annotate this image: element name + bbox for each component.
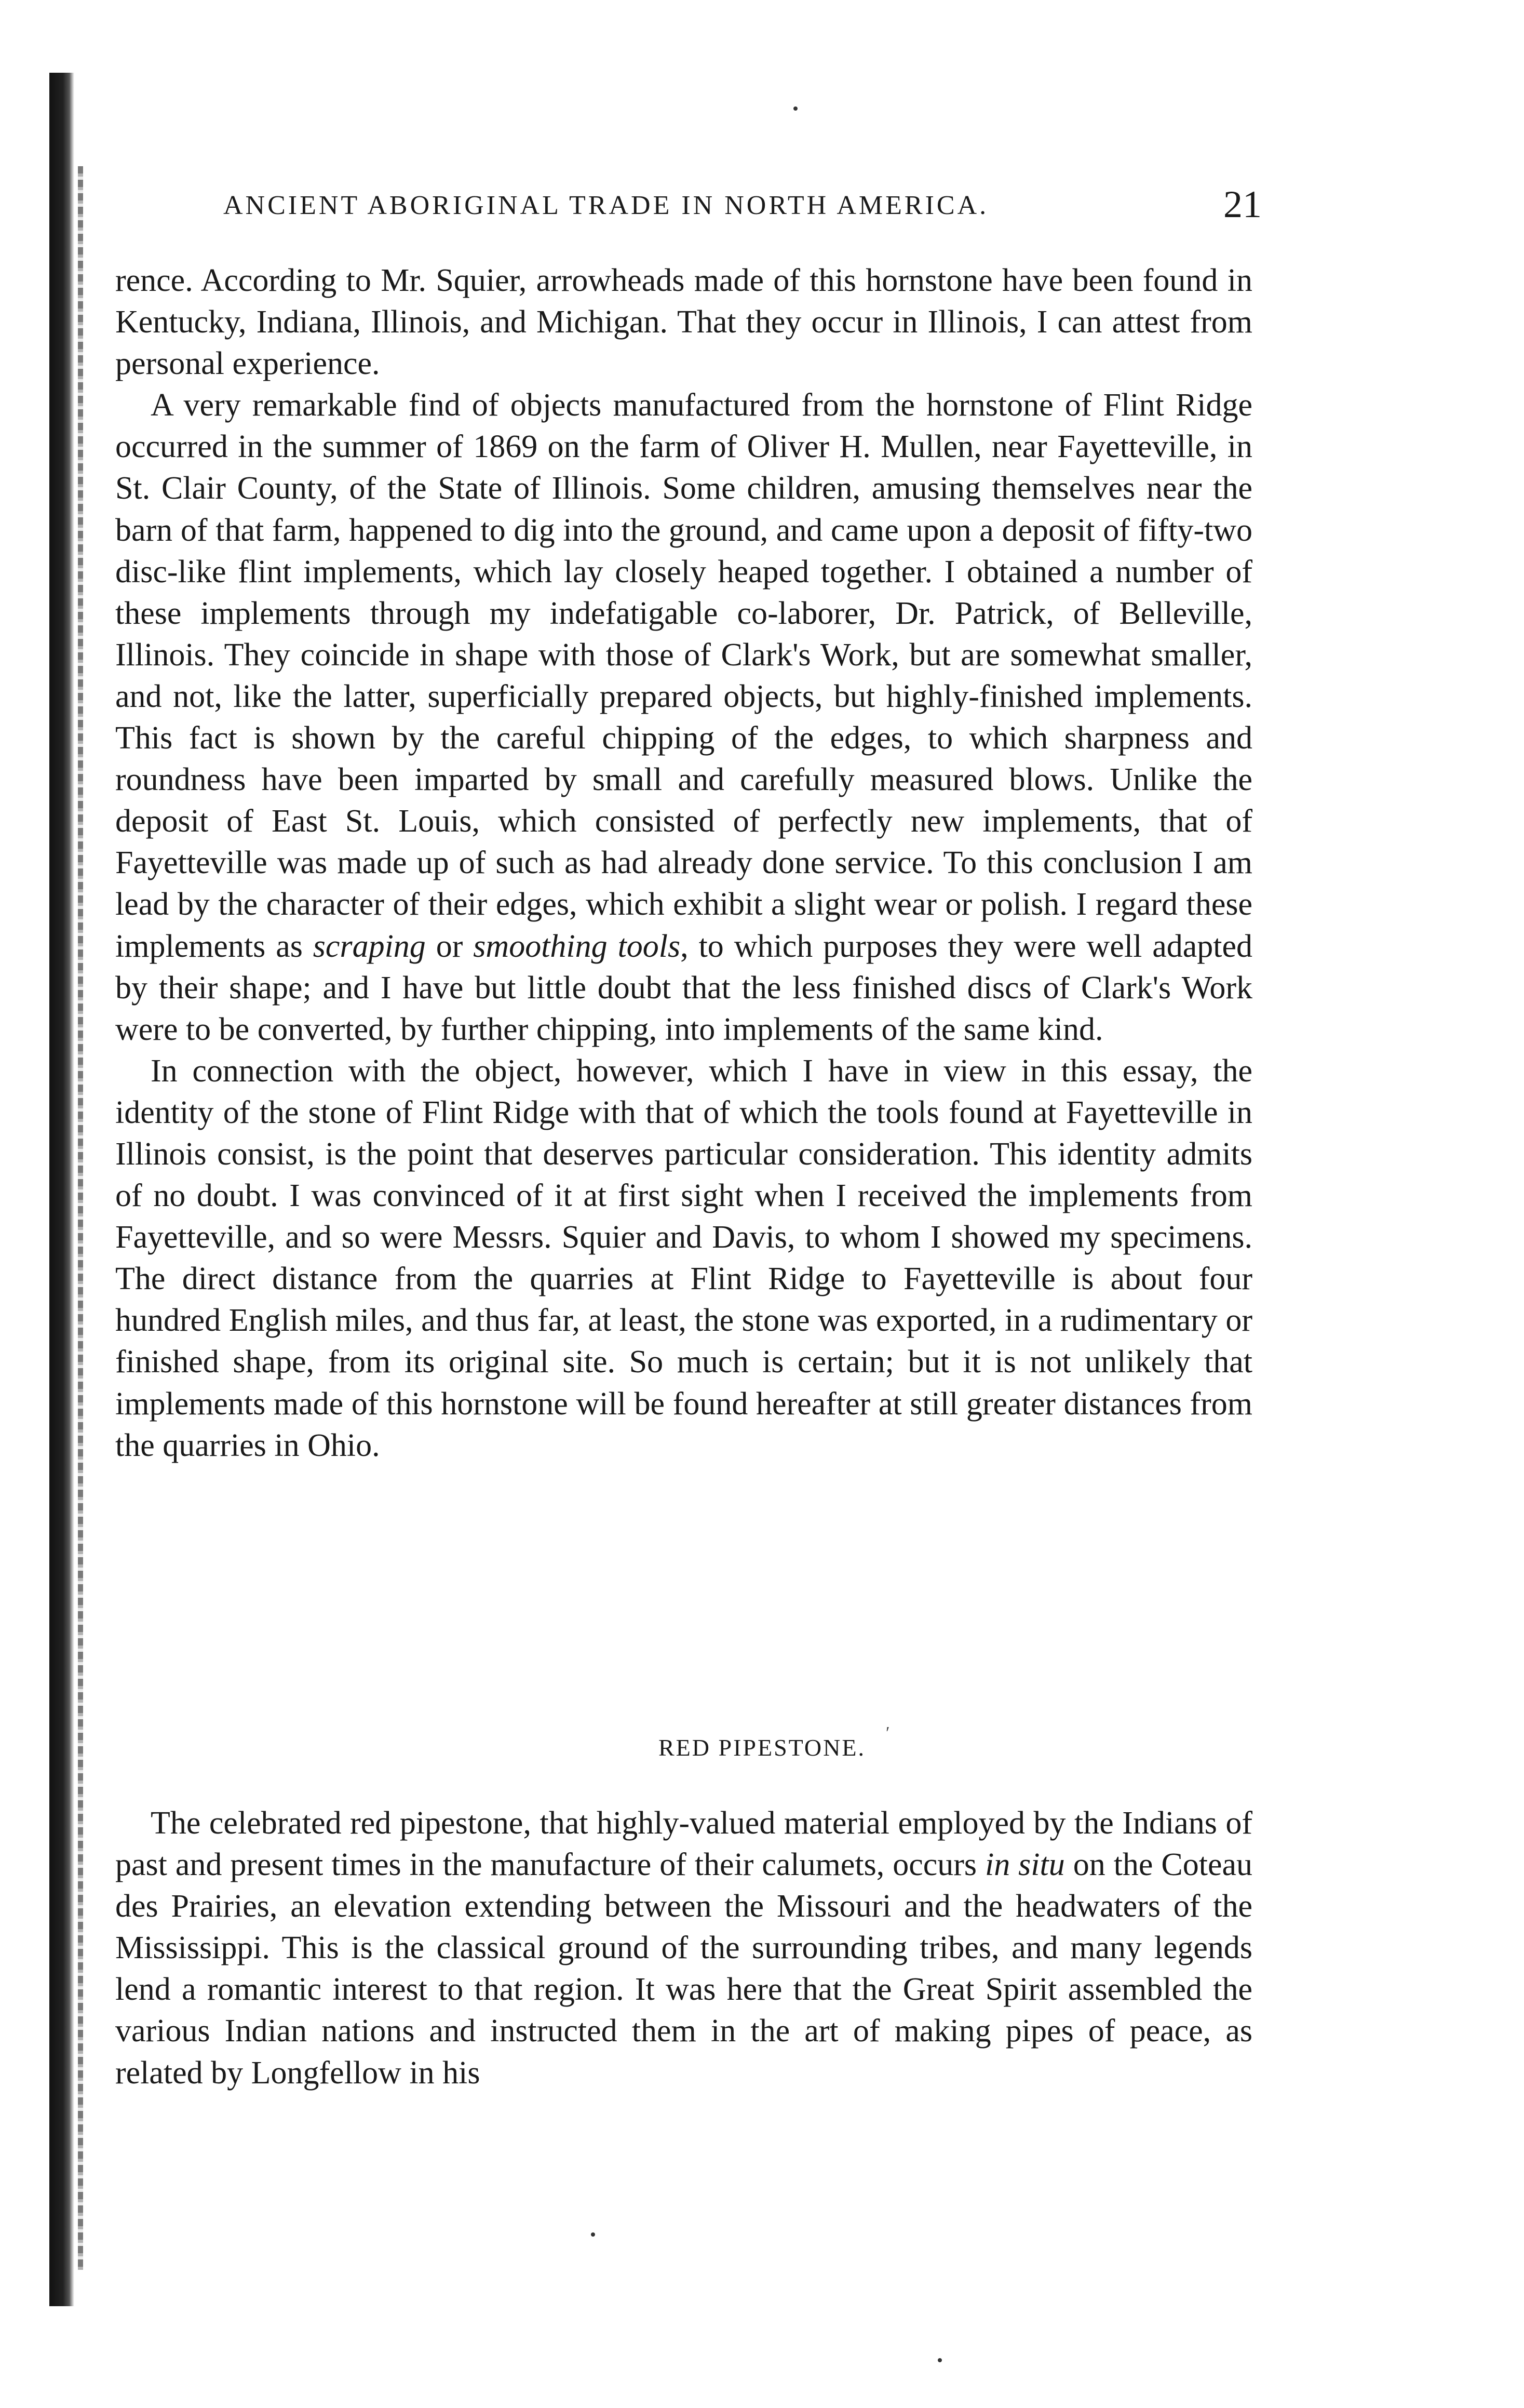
paragraph-1: rence. According to Mr. Squier, arrowheads made of this hornstone have been found in Kentucky, Indiana, Illinois, and Michigan. That they occur in Illinois, I can attest from personal experience. <box>115 263 1252 382</box>
section-heading: RED PIPESTONE. <box>658 1734 866 1761</box>
print-mark: ′ <box>886 1723 890 1743</box>
page-binding-shadow <box>78 166 83 2270</box>
page-header <box>223 183 1262 230</box>
print-speck <box>591 2232 595 2237</box>
print-speck <box>793 106 798 111</box>
page-binding-edge <box>49 73 74 2306</box>
body-text-upper <box>115 260 1252 1466</box>
print-speck <box>938 2358 942 2362</box>
body-text-lower <box>115 1802 1252 2094</box>
paragraph-3: In connection with the object, however, which I have in view in this essay, the identity of the stone of Flint Ridge with that of which the tools found at Fayetteville in Illinois consist, is the point that deserves particular consideration. This identity admits of no doubt. I was convinced of it at first sight when I received the implements from Fayetteville, and so were Messrs. Squier and Davis, to whom I showed my specimens. The direct distance from the quarries at Flint Ridge to Fayetteville is about four hundred English miles, and thus far, at least, the stone was exported, in a rudimentary or finished shape, from its original site. So much is certain; but it is not unlikely that implements made of this hornstone will be found hereafter at still greater distances from the quarries in Ohio. <box>115 1053 1252 1463</box>
paragraph-4: The celebrated red pipestone, that highly-valued material employed by the Indians of past and present times in the manufacture of their calumets, occurs in situ on the Coteau des Prairies, an elevation extending between the Missouri and the headwaters of the Mississippi. This is the classical ground of the surrounding tribes, and many legends lend a romantic interest to that region. It was here that the Great Spirit assembled the various Indian nations and instructed them in the art of making pipes of peace, as related by Longfellow in his <box>115 1805 1253 2091</box>
page-number: 21 <box>1223 183 1262 226</box>
running-head: ANCIENT ABORIGINAL TRADE IN NORTH AMERICA. <box>223 191 989 220</box>
paragraph-2: A very remarkable find of objects manufactured from the hornstone of Flint Ridge occurred in the summer of 1869 on the farm of Oliver H. Mullen, near Fayetteville, in St. Clair County, of the State of Illinois. Some children, amusing themselves near the barn of that farm, happened to dig into the ground, and came upon a deposit of fifty-two disc-like flint implements, which lay closely heaped together. I obtained a number of these implements through my indefatigable co-laborer, Dr. Patrick, of Belleville, Illinois. They coincide in shape with those of Clark's Work, but are somewhat smaller, and not, like the latter, superficially prepared objects, but highly-finished implements. This fact is shown by the careful chipping of the edges, to which sharpness and roundness have been imparted by small and carefully measured blows. Unlike the deposit of East St. Louis, which consisted of perfectly new implements, that of Fayetteville was made up of such as had already done service. To this conclusion I am lead by the character of their edges, which exhibit a slight wear or polish. I regard these implements as scraping or smoothing tools, to which purposes they were well adapted by their shape; and I have but little doubt that the less finished discs of Clark's Work were to be converted, by further chipping, into implements of the same kind. <box>115 387 1252 1047</box>
